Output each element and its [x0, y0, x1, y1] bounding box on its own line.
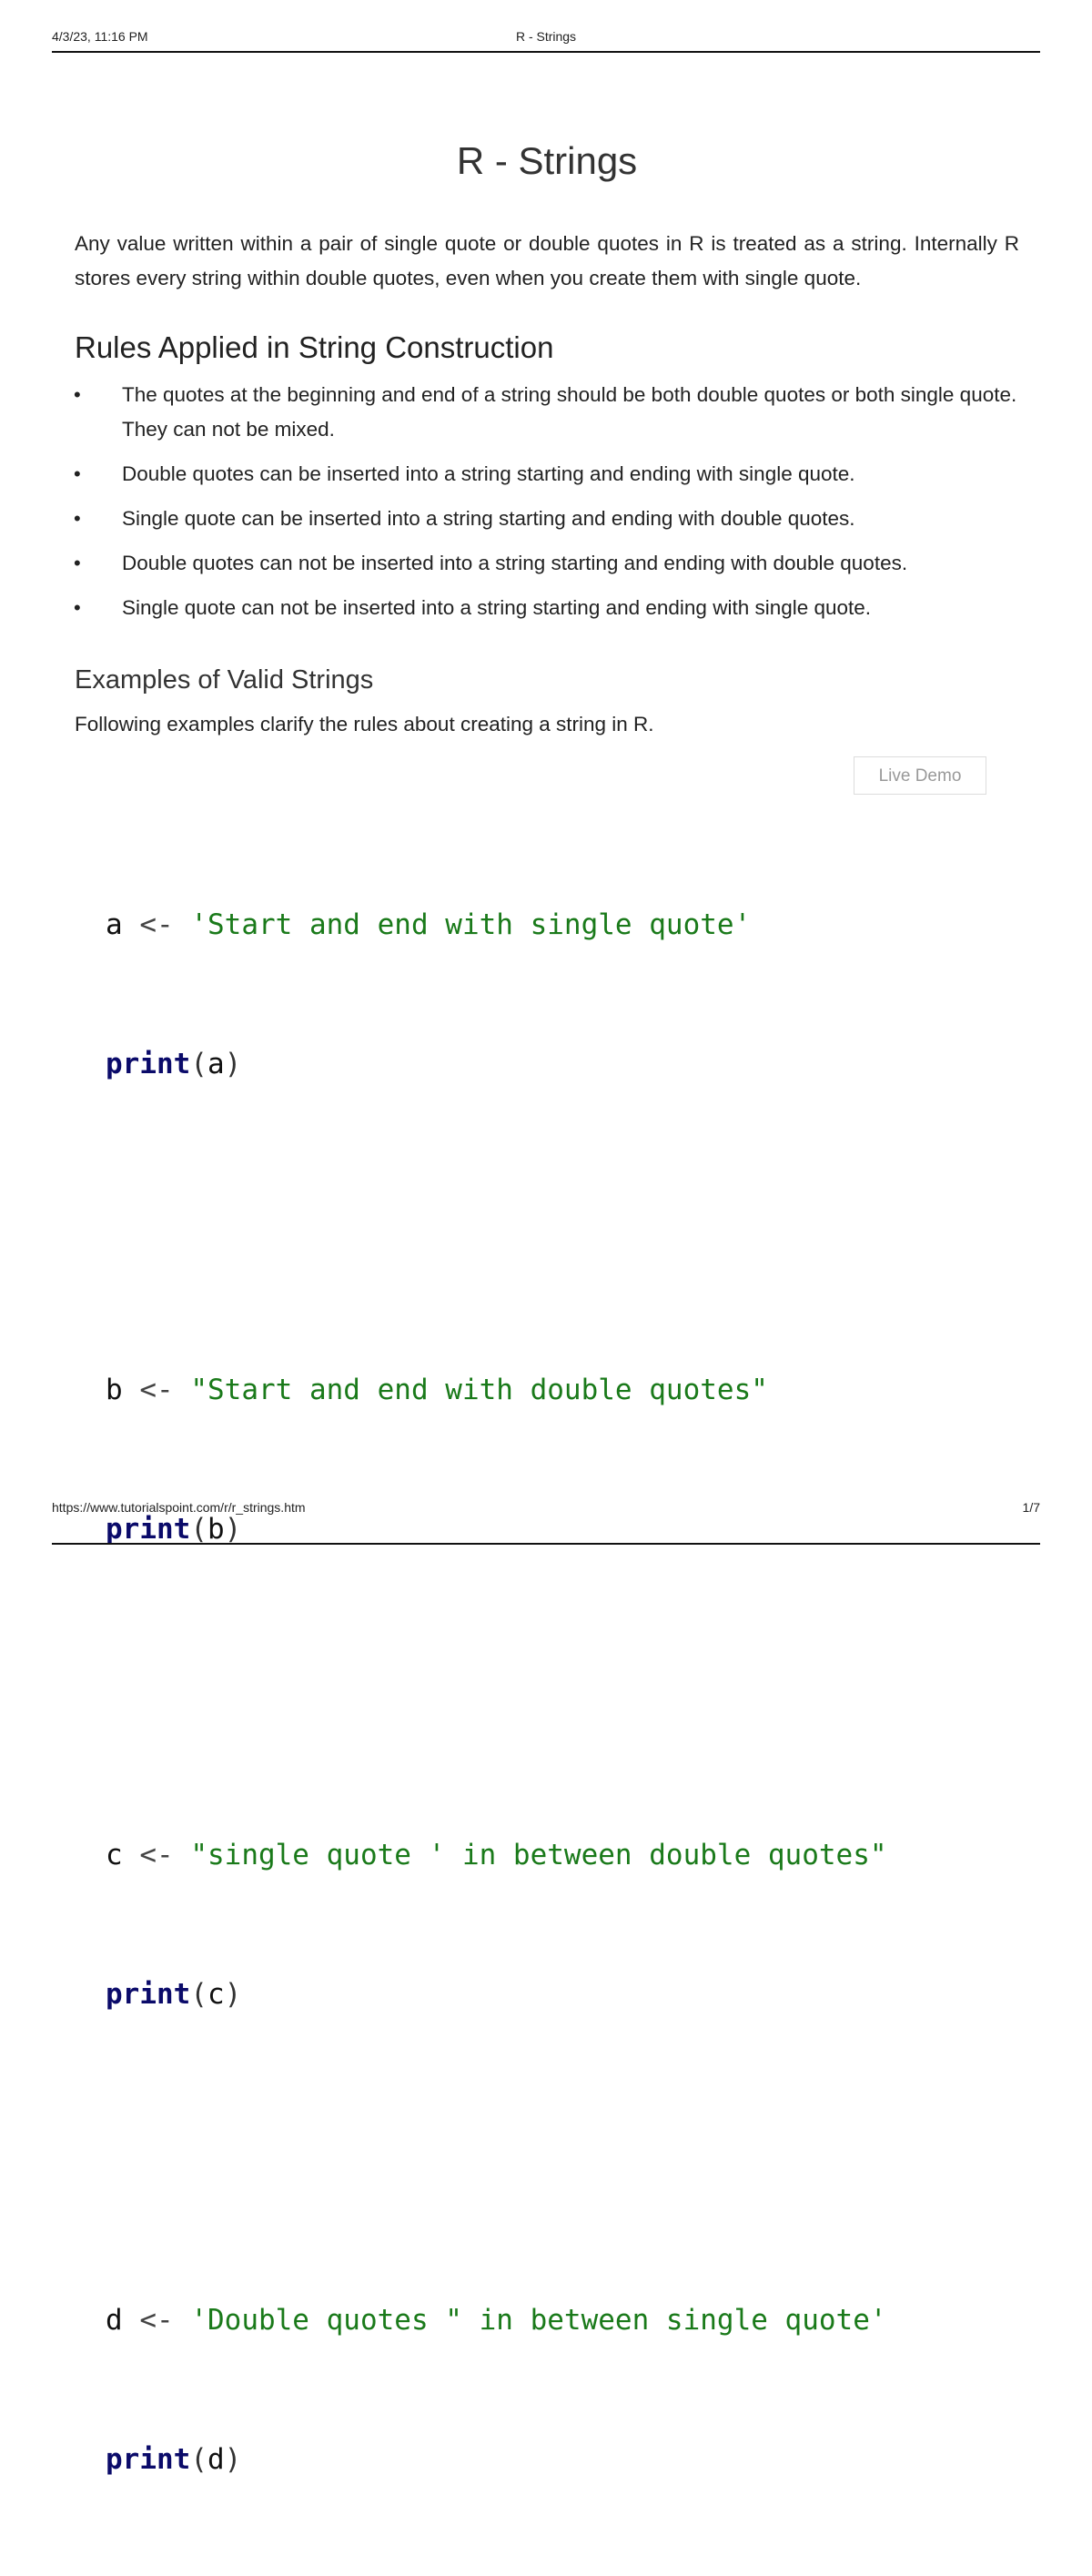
bullet-icon: •	[74, 507, 81, 531]
code-string: 'Start and end with single quote'	[190, 908, 752, 942]
list-item	[75, 591, 1019, 625]
rule-text: The quotes at the beginning and end of a string should be both double quotes or both single quote. They can not be mixed.	[122, 383, 1017, 441]
code-paren: (	[190, 1048, 207, 1081]
article-content	[75, 137, 1019, 2576]
rule-text: Single quote can be inserted into a string starting and ending with double quotes.	[122, 507, 855, 531]
code-paren: (	[190, 1513, 207, 1547]
bullet-icon: •	[74, 383, 81, 407]
code-operator: <-	[122, 1839, 191, 1872]
bullet-icon: •	[74, 596, 81, 620]
examples-heading: Examples of Valid Strings	[75, 665, 374, 695]
code-spacer	[106, 2111, 1019, 2158]
rule-text: Double quotes can not be inserted into a string starting and ending with double quotes.	[122, 552, 908, 575]
code-function: print	[106, 1513, 191, 1547]
code-operator: <-	[122, 2304, 191, 2338]
bullet-icon: •	[74, 552, 81, 575]
list-item	[75, 502, 1019, 536]
rule-text: Double quotes can be inserted into a string starting and ending with single quote.	[122, 462, 855, 486]
code-function: print	[106, 1048, 191, 1081]
print-header	[52, 25, 1040, 53]
code-paren: )	[224, 2443, 242, 2477]
code-line-assign	[106, 1832, 1019, 1879]
code-line-print	[106, 1972, 1019, 2018]
code-spacer	[106, 1646, 1019, 1693]
code-var: b	[106, 1374, 123, 1407]
code-line-print	[106, 1041, 1019, 1088]
print-datetime: 4/3/23, 11:16 PM	[52, 29, 148, 44]
examples-intro: Following examples clarify the rules about creating a string in R.	[75, 713, 654, 736]
code-line-print	[106, 2437, 1019, 2483]
code-paren: )	[224, 1978, 242, 2012]
code-arg: a	[207, 1048, 225, 1081]
code-var: c	[106, 1839, 123, 1872]
code-paren: )	[224, 1513, 242, 1547]
page-title: R - Strings	[456, 139, 638, 182]
code-paren: (	[190, 1978, 207, 2012]
rule-text: Single quote can not be inserted into a string starting and ending with single quote.	[122, 596, 872, 620]
live-demo-row	[75, 756, 1019, 796]
code-line-assign	[106, 1367, 1019, 1414]
bullet-icon: •	[74, 462, 81, 486]
code-var: a	[106, 908, 123, 942]
list-item	[75, 546, 1019, 581]
code-paren: (	[190, 2443, 207, 2477]
code-block	[106, 809, 1019, 2576]
rules-heading: Rules Applied in String Construction	[75, 330, 554, 364]
code-line-assign	[106, 902, 1019, 948]
code-spacer	[106, 1181, 1019, 1228]
list-item	[75, 378, 1019, 447]
rules-list	[75, 378, 1019, 625]
code-arg: d	[207, 2443, 225, 2477]
code-function: print	[106, 1978, 191, 2012]
code-operator: <-	[122, 908, 191, 942]
code-function: print	[106, 2443, 191, 2477]
print-url: https://www.tutorialspoint.com/r/r_strings.htm	[52, 1500, 306, 1515]
list-item	[75, 457, 1019, 492]
live-demo-button[interactable]: Live Demo	[854, 756, 986, 795]
code-arg: b	[207, 1513, 225, 1547]
code-string: "single quote ' in between double quotes"	[190, 1839, 887, 1872]
code-arg: c	[207, 1978, 225, 2012]
code-string: "Start and end with double quotes"	[190, 1374, 768, 1407]
footer-divider	[52, 1543, 1040, 1545]
intro-paragraph: Any value written within a pair of single quote or double quotes in R is treated as a string. Internally R stores every string within double quotes, even when you create them with single quote.	[75, 231, 1019, 289]
code-paren: )	[224, 1048, 242, 1081]
print-footer	[52, 1500, 1040, 1546]
code-line-assign	[106, 2297, 1019, 2344]
print-tab-title: R - Strings	[515, 29, 577, 44]
page-number: 1/7	[1022, 1500, 1040, 1515]
code-var: d	[106, 2304, 123, 2338]
code-operator: <-	[122, 1374, 191, 1407]
code-string: 'Double quotes " in between single quote'	[190, 2304, 887, 2338]
